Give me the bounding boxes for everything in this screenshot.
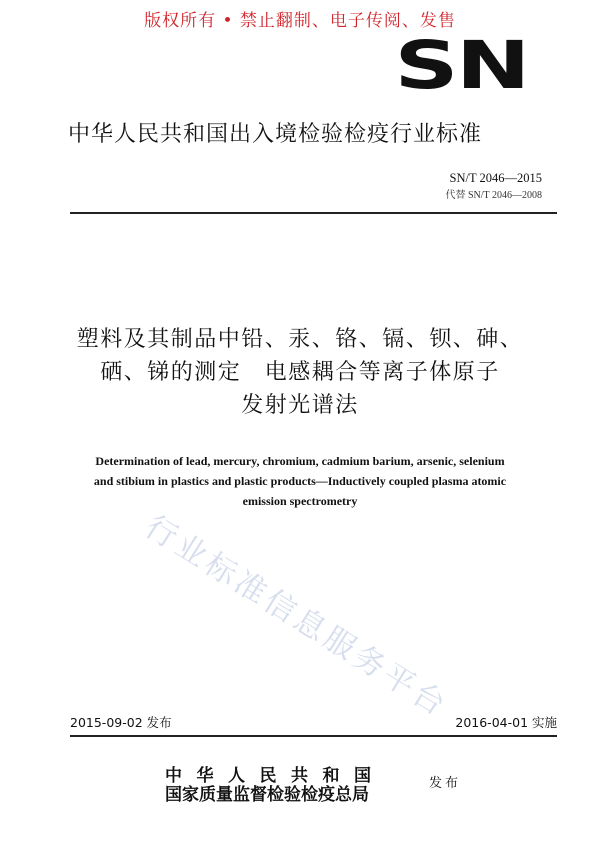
issuer-line-1: 中华人民共和国: [165, 766, 386, 786]
top-divider: [70, 212, 557, 214]
bottom-divider: [70, 735, 557, 737]
issue-label: 发布: [429, 776, 462, 791]
chinese-title-line: 塑料及其制品中铅、汞、铬、镉、钡、砷、: [76, 327, 524, 352]
standard-category-title: 中华人民共和国出入境检验检疫行业标准: [68, 122, 483, 147]
replaced-standard: 代替 SN/T 2046—2008: [445, 190, 542, 201]
issuer-line-2: 国家质量监督检验检疫总局: [165, 785, 369, 805]
standard-code: SN/T 2046—2015: [449, 171, 542, 185]
copyright-notice: 版权所有 • 禁止翻制、电子传阅、发售: [144, 11, 456, 31]
english-title-line: and stibium in plastics and plastic products—Inductively coupled plasma atomic: [93, 474, 507, 488]
publish-date: 2015-09-02 发布: [70, 715, 172, 730]
sn-logo: SN: [394, 27, 528, 104]
watermark: 行业标准信息服务平台: [138, 508, 455, 725]
chinese-title: [40, 323, 560, 422]
implementation-date: 2016-04-01 实施: [455, 715, 557, 730]
english-title-line: Determination of lead, mercury, chromium, cadmium barium, arsenic, selenium: [95, 454, 505, 468]
chinese-title-line: 硒、锑的测定 电感耦合等离子体原子: [100, 360, 500, 385]
english-title: [40, 451, 560, 511]
chinese-title-line: 发射光谱法: [241, 393, 359, 418]
english-title-line: emission spectrometry: [242, 494, 358, 508]
